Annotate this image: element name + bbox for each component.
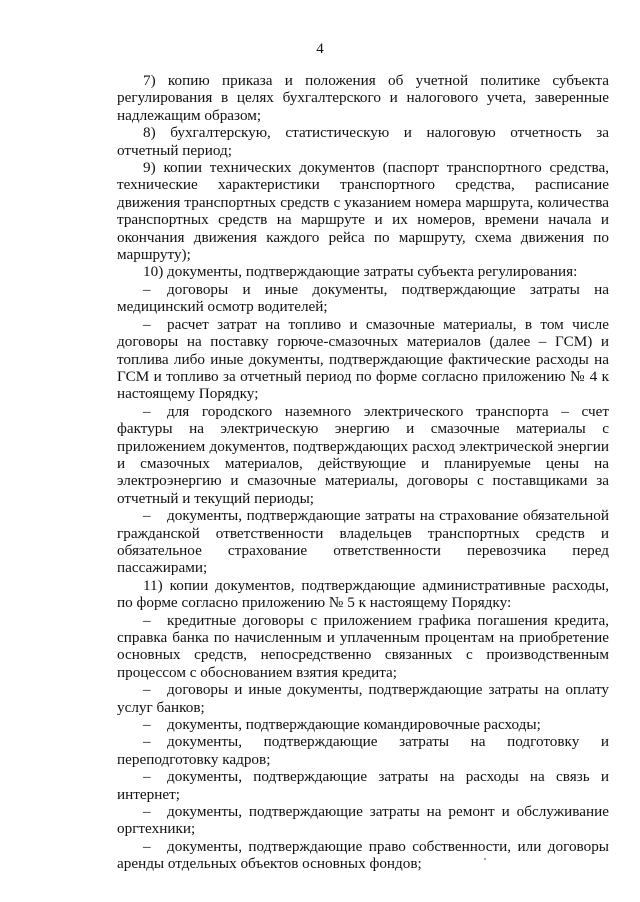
dash-item-text: договоры и иные документы, подтверждающие затраты на медицинский осмотр водителей;	[117, 280, 609, 316]
scan-artifact	[484, 858, 486, 860]
dash-item-text: для городского наземного электрического транспорта – счет фактуры на электрическую энергию и смазочные материалы с приложением документов, подтверждающих расход электрической энергии и смазочных материалов, действующие и планируемые цены на электроэнергию и смазочные материалы, договоры с поставщиками за отчетный и текущий периоды;	[117, 402, 609, 507]
dash-mark: –	[143, 402, 151, 420]
dash-item-bank-services	[117, 681, 609, 716]
dash-mark: –	[143, 315, 151, 333]
list-item-8: 8) бухгалтерскую, статистическую и налоговую отчетность за отчетный период;	[117, 124, 609, 159]
page-number: 4	[316, 41, 324, 57]
dash-item-travel	[117, 716, 609, 733]
list-item-11: 11) копии документов, подтверждающие административные расходы, по форме согласно приложению № 5 к настоящему Порядку:	[117, 576, 609, 612]
dash-item-text: договоры и иные документы, подтверждающие затраты на оплату услуг банков;	[117, 681, 609, 716]
dash-item-fuel	[117, 316, 609, 403]
dash-mark: –	[143, 507, 151, 525]
dash-item-text: кредитные договоры с приложением графика погашения кредита, справка банка по начисленным и уплаченным процентам на приобретение основных средств, непосредственно связанных с производственным процессом с обоснованием взятия кредита;	[117, 611, 609, 681]
dash-item-text: документы, подтверждающие затраты на расходы на связь и интернет;	[117, 768, 609, 803]
dash-item-medical	[117, 281, 609, 316]
dash-item-office-equipment	[117, 803, 609, 838]
dash-item-text: документы, подтверждающие затраты на подготовку и переподготовку кадров;	[117, 733, 609, 768]
dash-mark: –	[143, 803, 151, 821]
dash-mark: –	[143, 716, 151, 734]
list-item-7: 7) копию приказа и положения об учетной политике субъекта регулирования в целях бухгалтерского и налогового учета, заверенные надлежащим образом;	[117, 72, 609, 124]
dash-item-insurance	[117, 507, 609, 577]
dash-mark: –	[143, 768, 151, 786]
dash-mark: –	[143, 681, 151, 699]
dash-mark: –	[143, 837, 151, 855]
list-item-10: 10) документы, подтверждающие затраты субъекта регулирования:	[143, 263, 578, 281]
dash-item-credit	[117, 612, 609, 682]
dash-item-text: расчет затрат на топливо и смазочные материалы, в том числе договоры на поставку горюче-смазочных материалов (далее – ГСМ) и топлива либо иные документы, подтверждающие фактические расходы на ГСМ и топливо за отчетный период по форме согласно приложению № 4 к настоящему Порядку;	[117, 315, 609, 403]
dash-item-communications	[117, 768, 609, 803]
dash-item-text: документы, подтверждающие право собственности, или договоры аренды отдельных объектов основных фондов;	[117, 837, 609, 873]
dash-mark: –	[143, 733, 151, 751]
dash-mark: –	[143, 611, 151, 629]
dash-mark: –	[143, 280, 151, 298]
dash-item-text: документы, подтверждающие затраты на страхование обязательной гражданской ответственности владельцев транспортных средств и обязательное страхование ответственности перевозчика перед пассажирами;	[117, 507, 609, 577]
dash-item-text: документы, подтверждающие командировочные расходы;	[167, 716, 541, 734]
document-body	[117, 72, 609, 873]
list-item-9: 9) копии технических документов (паспорт транспортного средства, технические характеристики транспортного средства, расписание движения транспортных средств с указанием номера маршрута, количества транспортных средств на маршруте и их номеров, времени начала и окончания движения каждого рейса по маршруту, схема движения по маршруту);	[117, 159, 609, 264]
dash-item-training	[117, 733, 609, 768]
dash-item-text: документы, подтверждающие затраты на ремонт и обслуживание оргтехники;	[117, 803, 609, 838]
dash-item-electric-transport	[117, 403, 609, 507]
dash-item-ownership	[117, 838, 609, 873]
